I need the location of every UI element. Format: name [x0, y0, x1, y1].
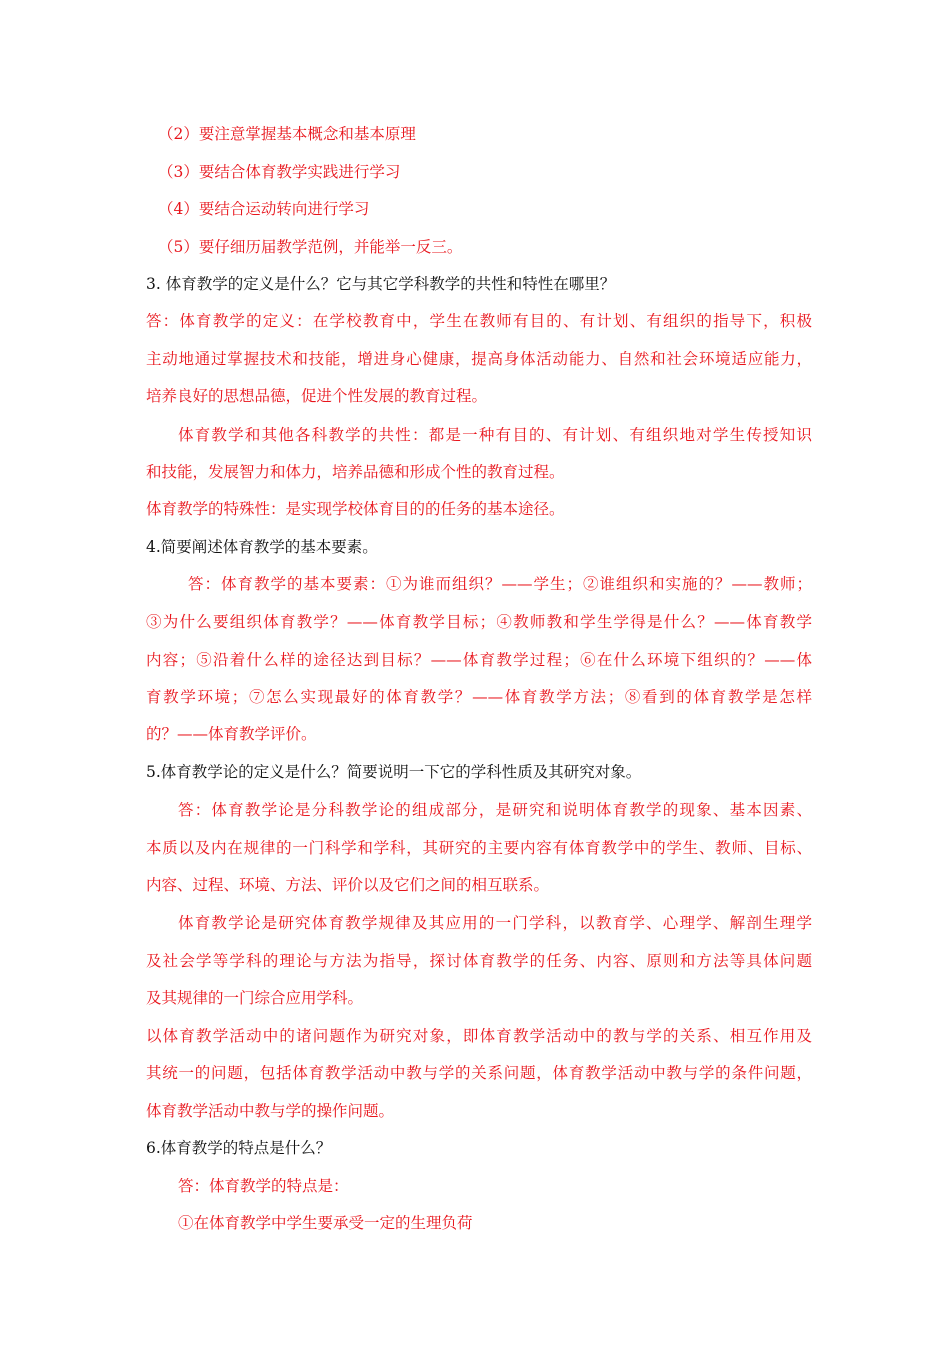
question-6-heading: 6.体育教学的特点是什么？ [146, 1139, 332, 1157]
text-line-2: （3）要结合体育教学实践进行学习 [158, 163, 401, 181]
text-line-20: 本质以及内在规律的一门科学和学科，其研究的主要内容有体育教学中的学生、教师、目标、 [146, 839, 812, 857]
text-line-10: 和技能，发展智力和体力，培养品德和形成个性的教育过程。 [146, 463, 565, 481]
text-line-23: 及社会学等学科的理论与方法为指导，探讨体育教学的任务、内容、原则和方法等具体问题 [146, 952, 812, 970]
text-line-16: 育教学环境；⑦怎么实现最好的体育教学？——体育教学方法；⑧看到的体育教学是怎样 [146, 688, 812, 706]
text-line-19: 答：体育教学论是分科教学论的组成部分，是研究和说明体育教学的现象、基本因素、 [178, 801, 812, 819]
text-line-27: 体育教学活动中教与学的操作问题。 [146, 1102, 395, 1120]
text-line-29: 答：体育教学的特点是： [178, 1177, 349, 1195]
text-line-21: 内容、过程、环境、方法、评价以及它们之间的相互联系。 [146, 876, 550, 894]
text-line-4: （5）要仔细历届教学范例，并能举一反三。 [158, 238, 463, 256]
text-line-24: 及其规律的一门综合应用学科。 [146, 989, 364, 1007]
text-line-17: 的？——体育教学评价。 [146, 725, 317, 743]
question-3-heading: 3. 体育教学的定义是什么？它与其它学科教学的共性和特性在哪里？ [146, 275, 616, 293]
text-line-30: ①在体育教学中学生要承受一定的生理负荷 [178, 1214, 473, 1232]
text-line-6: 答：体育教学的定义：在学校教育中，学生在教师有目的、有计划、有组织的指导下，积极 [146, 312, 812, 330]
text-line-3: （4）要结合运动转向进行学习 [158, 200, 370, 218]
text-line-9: 体育教学和其他各科教学的共性：都是一种有目的、有计划、有组织地对学生传授知识 [178, 426, 812, 444]
text-line-11: 体育教学的特殊性：是实现学校体育目的的任务的基本途径。 [146, 500, 565, 518]
text-line-13: 答：体育教学的基本要素：①为谁而组织？——学生；②谁组织和实施的？——教师； [188, 575, 812, 593]
text-line-1: （2）要注意掌握基本概念和基本原理 [158, 125, 416, 143]
text-line-8: 培养良好的思想品德，促进个性发展的教育过程。 [146, 387, 488, 405]
text-line-22: 体育教学论是研究体育教学规律及其应用的一门学科，以教育学、心理学、解剖生理学 [178, 914, 812, 932]
text-line-26: 其统一的问题，包括体育教学活动中教与学的关系问题，体育教学活动中教与学的条件问题， [146, 1064, 812, 1082]
question-5-heading: 5.体育教学论的定义是什么？简要说明一下它的学科性质及其研究对象。 [146, 763, 642, 781]
text-line-7: 主动地通过掌握技术和技能，增进身心健康，提高身体活动能力、自然和社会环境适应能力， [146, 350, 812, 368]
text-line-14: ③为什么要组织体育教学？——体育教学目标；④教师教和学生学得是什么？——体育教学 [146, 613, 812, 631]
question-4-heading: 4.简要阐述体育教学的基本要素。 [146, 538, 378, 556]
text-line-15: 内容；⑤沿着什么样的途径达到目标？——体育教学过程；⑥在什么环境下组织的？——体 [146, 651, 812, 669]
text-line-25: 以体育教学活动中的诸问题作为研究对象，即体育教学活动中的教与学的关系、相互作用及 [146, 1027, 812, 1045]
